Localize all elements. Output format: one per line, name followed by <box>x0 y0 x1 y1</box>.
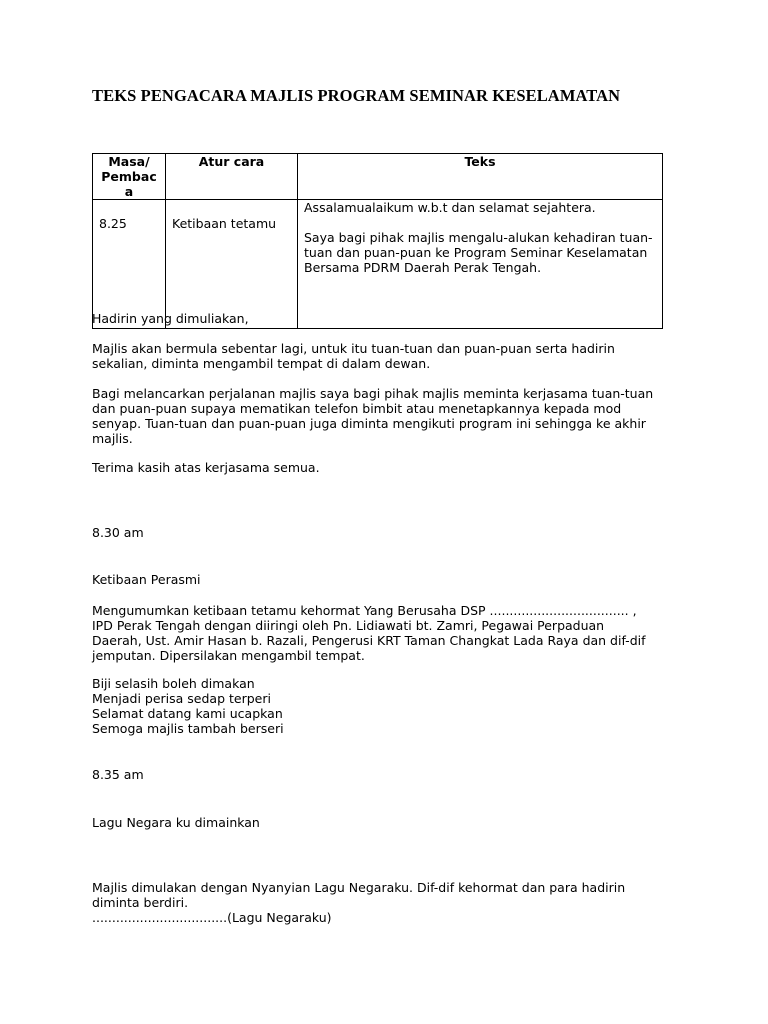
table-header-row <box>93 154 663 200</box>
cell-teks <box>298 200 663 329</box>
event-arrival-vip: Ketibaan Perasmi <box>92 572 201 587</box>
header-masa: Masa/ Pembac a <box>93 154 166 200</box>
document-title: TEKS PENGACARA MAJLIS PROGRAM SEMINAR KESELAMATAN <box>92 86 621 105</box>
paragraph-salutation: Hadirin yang dimuliakan, <box>92 311 249 326</box>
paragraph-anthem: Majlis dimulakan dengan Nyanyian Lagu Negaraku. Dif-dif kehormat dan para hadirin diminta berdiri. ..................................(Lagu Negaraku) <box>92 880 626 925</box>
header-atur-cara: Atur cara <box>166 154 298 200</box>
paragraph-phone-notice: Bagi melancarkan perjalanan majlis saya bagi pihak majlis meminta kerjasama tuan-tuan dan puan-puan supaya mematikan telefon bimbit atau menetapkannya kepada mod senyap. Tuan-tuan dan puan-puan juga diminta mengikuti program ini sehingga ke akhir majlis. <box>92 386 654 446</box>
paragraph-thanks: Terima kasih atas kerjasama semua. <box>92 460 320 475</box>
cell-event: Ketibaan tetamu <box>166 200 298 329</box>
teks-welcome: Saya bagi pihak majlis mengalu-alukan kehadiran tuan-tuan dan puan-puan ke Program Seminar Keselamatan Bersama PDRM Daerah Perak Tengah. <box>304 230 653 275</box>
paragraph-vip-announcement: Mengumumkan ketibaan tetamu kehormat Yang Berusaha DSP ................................... , IPD Perak Tengah dengan diiringi oleh Pn. Lidiawati bt. Zamri, Pegawai Perpaduan Daerah, Ust. Amir Hasan b. Razali, Pengerusi KRT Taman Changkat Lada Raya dan dif-dif jemputan. Dipersilakan mengambil tempat. <box>92 603 646 663</box>
event-anthem: Lagu Negara ku dimainkan <box>92 815 260 830</box>
schedule-table <box>92 153 663 329</box>
time-835: 8.35 am <box>92 767 144 782</box>
table-row <box>93 200 663 329</box>
teks-greeting: Assalamualaikum w.b.t dan selamat sejahtera. <box>304 200 596 215</box>
pantun-verse: Biji selasih boleh dimakan Menjadi perisa sedap terperi Selamat datang kami ucapkan Semoga majlis tambah berseri <box>92 676 284 736</box>
header-teks: Teks <box>298 154 663 200</box>
time-830: 8.30 am <box>92 525 144 540</box>
cell-time: 8.25 <box>93 200 166 329</box>
paragraph-start-notice: Majlis akan bermula sebentar lagi, untuk itu tuan-tuan dan puan-puan serta hadirin sekalian, diminta mengambil tempat di dalam dewan. <box>92 341 615 371</box>
